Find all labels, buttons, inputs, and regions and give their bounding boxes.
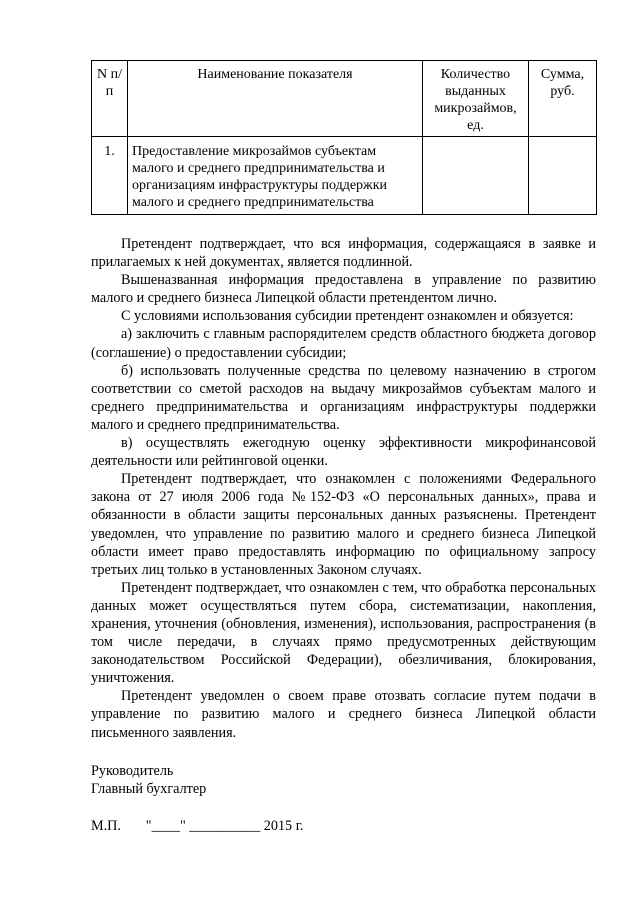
paragraph-item-b: б) использовать полученные средства по целевому назначению в строгом соответствии со сметой расходов на выдачу микрозаймов субъектам малого и среднего предпринимательства и организациям инфраструктуры поддержки малого и среднего предпринимательства. — [91, 362, 596, 433]
paragraph-consent-withdrawal: Претендент уведомлен о своем праве отозвать согласие путем подачи в управление по развитию малого и среднего бизнеса Липецкой области письменного заявления. — [91, 688, 596, 741]
paragraph-authenticity: Претендент подтверждает, что вся информация, содержащаяся в заявке и прилагаемых к ней документах, является подлинной. — [91, 236, 596, 271]
row-sum — [529, 137, 597, 215]
row-indicator-name: Предоставление микрозаймов субъектам малого и среднего предпринимательства и организациям инфраструктуры поддержки малого и среднего предпринимательства — [128, 137, 423, 215]
table-row — [92, 137, 597, 215]
paragraph-item-a: а) заключить с главным распорядителем средств областного бюджета договор (соглашение) о предоставлении субсидии; — [91, 326, 596, 361]
paragraph-item-c: в) осуществлять ежегодную оценку эффективности микрофинансовой деятельности или рейтинговой оценки. — [91, 435, 596, 470]
document-page — [91, 60, 596, 835]
paragraph-data-processing: Претендент подтверждает, что ознакомлен с тем, что обработка персональных данных может осуществляться путем сбора, систематизации, накопления, хранения, уточнения (обновления, изменения), использования, распространения (в том числе передачи, в случаях прямо предусмотренных действующим законодательством Российской Федерации), обезличивания, блокирования, уничтожения. — [91, 579, 596, 687]
paragraph-subsidy-terms: С условиями использования субсидии претендент ознакомлен и обязуется: — [121, 308, 574, 325]
header-number: N п/п — [92, 61, 128, 137]
paragraph-personal-data-law: Претендент подтверждает, что ознакомлен с положениями Федерального закона от 27 июля 2006 года №152-ФЗ «О персональных данных», права и обязанности в области защиты персональных данных разъяснены. Претендент уведомлен, что управление по развитию малого и среднего бизнеса Липецкой области имеет право предоставлять информацию по официальному запросу третьих лиц только в установленных Законом случаях. — [91, 471, 596, 578]
table-header-row — [92, 61, 597, 137]
header-sum: Сумма, руб. — [529, 61, 597, 137]
statement-body — [91, 235, 596, 742]
paragraph-submitted-personally: Вышеназванная информация предоставлена в управление по развитию малого и среднего бизнеса Липецкой области претендентом лично. — [91, 272, 596, 307]
indicators-table — [91, 60, 597, 215]
row-loan-count — [423, 137, 529, 215]
signature-block — [91, 762, 596, 798]
signature-accountant: Главный бухгалтер — [91, 780, 207, 797]
row-number: 1. — [92, 137, 128, 215]
signature-head: Руководитель — [91, 762, 174, 779]
header-indicator-name: Наименование показателя — [128, 61, 423, 137]
header-loan-count: Количество выданных микрозаймов, ед. — [423, 61, 529, 137]
stamp-date-line: М.П. "____" __________ 2015 г. — [91, 818, 304, 835]
